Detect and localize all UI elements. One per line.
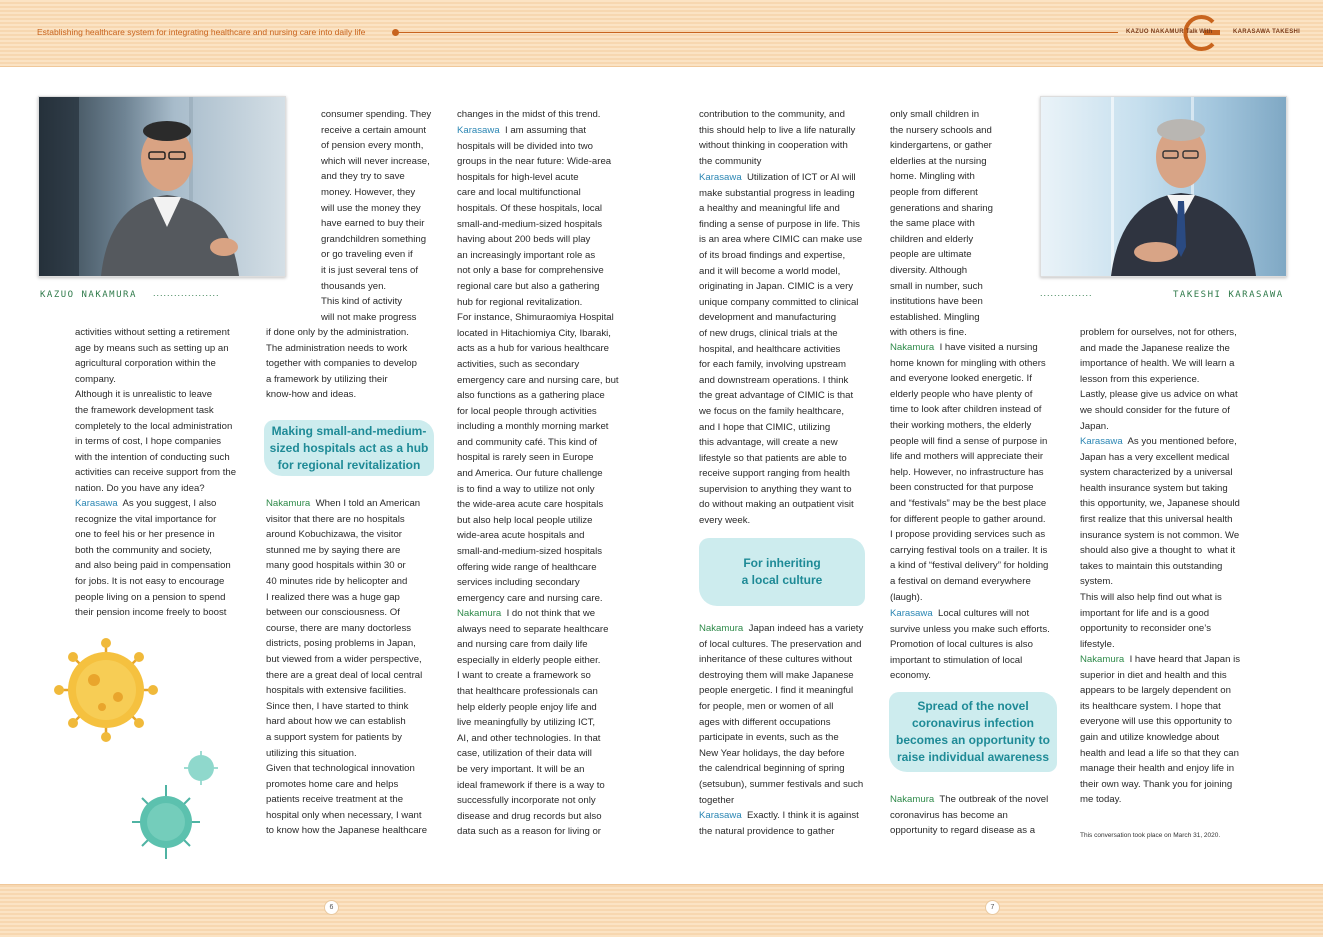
- section-heading-local-culture: For inheriting a local culture: [699, 538, 865, 606]
- column-6-text-nakamura: Nakamura I have heard that Japan is superior in diet and health and this appears to be largely dependent on its healthcare system. I hope that everyone will use this opportunity to gain and utilize knowledge about health and lead a life so that they can manage their health and enjoy life in their own way. Thank you for joining me today.: [1080, 654, 1240, 806]
- column-3-text-mid: Karasawa I am assuming that hospitals will be divided into two groups in the near future: Wide-area hospitals for high-level acute care and local multifunctional hospitals. Of these hospitals, local small-and-medium-sized hospitals having about 200 beds will play an increasingly important role as not only a base for comprehensive regional care but also a gathering hub for regional revitalization. For instance, Shimuraomiya Hospital located in Hitachiomiya City, Ibaraki, acts as a hub for various healthcare activities, such as secondary emergency care and nursing care, but also functions as a gathering place for local people through activities including a monthly morning market and community café. This kind of hospital is rarely seen in Europe and America. Our future challenge is to find a way to utilize not only the wide-area acute care hospitals but also help local people utilize wide-area acute hospitals and small-and-medium-sized hospitals offering wide range of healthcare services including secondary emergency care and nursing care.: [457, 125, 619, 604]
- column-1-reply: Karasawa As you suggest, I also recognize the vital importance for one to feel his or her presence in both the community and society, and also being paid in compensation for jobs. It is not easy to encourage people living on a pension to spend their pension income freely to boost: [75, 498, 231, 619]
- speaker-label: Karasawa: [75, 498, 118, 509]
- column-3-text-top: changes in the midst of this trend.: [457, 109, 601, 120]
- karasawa-photo: [1040, 96, 1287, 277]
- nakamura-photo: [38, 96, 286, 277]
- header-name-right: KARASAWA TAKESHI: [1233, 29, 1301, 35]
- header-name-left: KAZUO NAKAMURA: [1126, 29, 1189, 35]
- page-number-left: 6: [324, 900, 339, 915]
- column-6-text-karasawa: Karasawa As you mentioned before, Japan has a very excellent medical system characterized by a universal health insurance system but taking this opportunity, we, Japanese should first realize that this universal health insurance system is not common. We should also give a thought to what it takes to maintain this outstanding system. This will also help find out what is important for life and is a good opportunity to reconsider one’s lifestyle.: [1080, 436, 1240, 650]
- column-1-text: activities without setting a retirement age by means such as setting up an agricultural corporation within the company. Although it is unrealistic to leave the framework development task completely to the local administration in terms of cost, I hope companies with the intention of conducting such activities can receive support from the nation. Do you have any idea?: [75, 327, 237, 494]
- column-5-text-nakamura: Nakamura I have visited a nursing home known for mingling with others and everyone looked energetic. If elderly people who have plenty of time to look after children instead of their working mothers, the elderly people will find a sense of purpose in life and mothers will appreciate their help. However, no infrastructure has been constructed for that purpose and “festivals” may be the best place for different people to gather around. I propose providing services such as carrying festival tools on a trailer. It is a kind of “festival delivery” for holding a festival on demand everywhere (laugh).: [890, 342, 1049, 603]
- section-heading-coronavirus: Spread of the novel coronavirus infection becomes an opportunity to raise individual awareness: [889, 692, 1057, 772]
- footer-band: [0, 884, 1323, 937]
- karasawa-caption: TAKESHI KARASAWA: [1173, 290, 1284, 300]
- speaker-label: Nakamura: [890, 794, 935, 805]
- caption-dots-left: ...................: [153, 288, 220, 298]
- column-4-text-top: contribution to the community, and this should help to live a life naturally without thinking in cooperation with the community: [699, 109, 856, 167]
- column-3-text-bottom: Nakamura I do not think that we always need to separate healthcare and nursing care from daily life especially in elderly people either. I want to create a framework so that healthcare professionals can help elderly people enjoy life and live meaningfully by utilizing ICT, AI, and other technologies. In that case, utilization of their data will be very important. It will be an ideal framework if there is a way to successfully incorporate not only disease and drug records but also data such as a reason for living or: [457, 608, 609, 838]
- column-5-text-top: only small children in the nursery schools and kindergartens, or gather elderlies at the nursing home. Mingling with people from different generations and sharing the same place with children and elderly people are ultimate diversity. Although small in number, such institutions have been established. Mingling with others is fine.: [890, 109, 993, 339]
- speaker-label: Nakamura: [266, 498, 311, 509]
- column-2-text-top: consumer spending. They receive a certain amount of pension every month, which will never increase, and they try to save money. However, they will use the money they have earned to buy their grandchildren something or go traveling even if it is just several tens of thousands yen. This kind of activity will not make progress: [321, 109, 432, 323]
- speaker-label: Nakamura: [890, 342, 935, 353]
- column-6-text-top: problem for ourselves, not for others, and made the Japanese realize the importance of health. We will learn a lesson from this experience. Lastly, please give us advice on what we should consider for the future of Japan.: [1080, 327, 1238, 432]
- column-4-text-bottom: Karasawa Exactly. I think it is against the natural providence to gather: [699, 810, 859, 837]
- caption-dots-right: ...............: [1040, 288, 1093, 298]
- conversation-date-note: This conversation took place on March 31, 2020.: [1080, 832, 1221, 839]
- speaker-label: Karasawa: [699, 810, 742, 821]
- header-rule: [394, 32, 1118, 33]
- speaker-label: Nakamura: [699, 623, 744, 634]
- talk-with-label: Talk With: [1186, 29, 1213, 35]
- speaker-label: Nakamura: [457, 608, 502, 619]
- column-5-text-karasawa: Karasawa Local cultures will not survive unless you make such efforts. Promotion of local cultures is also important to stimulation of local economy.: [890, 608, 1050, 682]
- speaker-label: Karasawa: [457, 125, 500, 136]
- speaker-label: Nakamura: [1080, 654, 1125, 665]
- page-number-right: 7: [985, 900, 1000, 915]
- header-title: Establishing healthcare system for integrating healthcare and nursing care into daily life: [37, 27, 366, 37]
- column-4-text-nakamura: Nakamura Japan indeed has a variety of local cultures. The preservation and inheritance of these cultures without destroying them will make Japanese people energetic. I find it meaningful for people, men or women of all ages with different occupations participate in events, such as the New Year holidays, the day before the calendrical beginning of spring (setsubun), summer festivals and such together: [699, 623, 864, 806]
- column-2-text-bottom: Nakamura When I told an American visitor that there are no hospitals around Kobuchizawa, the visitor stunned me by saying there are many good hospitals within 30 or 40 minutes ride by helicopter and I realized there was a huge gap between our consciousness. Of course, there are many doctorless districts, posing problems in Japan, but viewed from a wider perspective, there are a great deal of local central hospitals with extensive facilities. Since then, I have started to think hard about how we can establish a support system for patients by utilizing this situation. Given that technological innovation promotes home care and helps patients receive treatment at the hospital only when necessary, I want to know how the Japanese healthcare: [266, 498, 428, 837]
- section-heading-hospitals: Making small-and-medium- sized hospitals act as a hub for regional revitalization: [264, 420, 434, 476]
- virus-illustration-icon: [36, 635, 236, 860]
- speaker-label: Karasawa: [1080, 436, 1123, 447]
- column-4-text-karasawa: Karasawa Utilization of ICT or AI will make substantial progress in leading a healthy and meaningful life and finding a sense of purpose in life. This is an area where CIMIC can make use of its broad findings and expertise, and it will become a world model, originating in Japan. CIMIC is a very unique company committed to clinical development and manufacturing of new drugs, clinical trials at the hospital, and healthcare activities for each family, involving upstream and downstream operations. I think the great advantage of CIMIC is that we focus on the family healthcare, and I hope that CIMIC, utilizing this advantage, will create a new lifestyle so that patients are able to receive support ranging from health supervision to anything they want to do without making an outpatient visit every week.: [699, 172, 863, 527]
- nakamura-caption: KAZUO NAKAMURA: [40, 290, 137, 300]
- speaker-label: Karasawa: [890, 608, 933, 619]
- column-2-text-mid: if done only by the administration. The administration needs to work together with companies to develop a framework by utilizing their know-how and ideas.: [266, 327, 417, 401]
- speaker-label: Karasawa: [699, 172, 742, 183]
- column-5-text-bottom: Nakamura The outbreak of the novel coronavirus has become an opportunity to regard disease as a: [890, 794, 1049, 837]
